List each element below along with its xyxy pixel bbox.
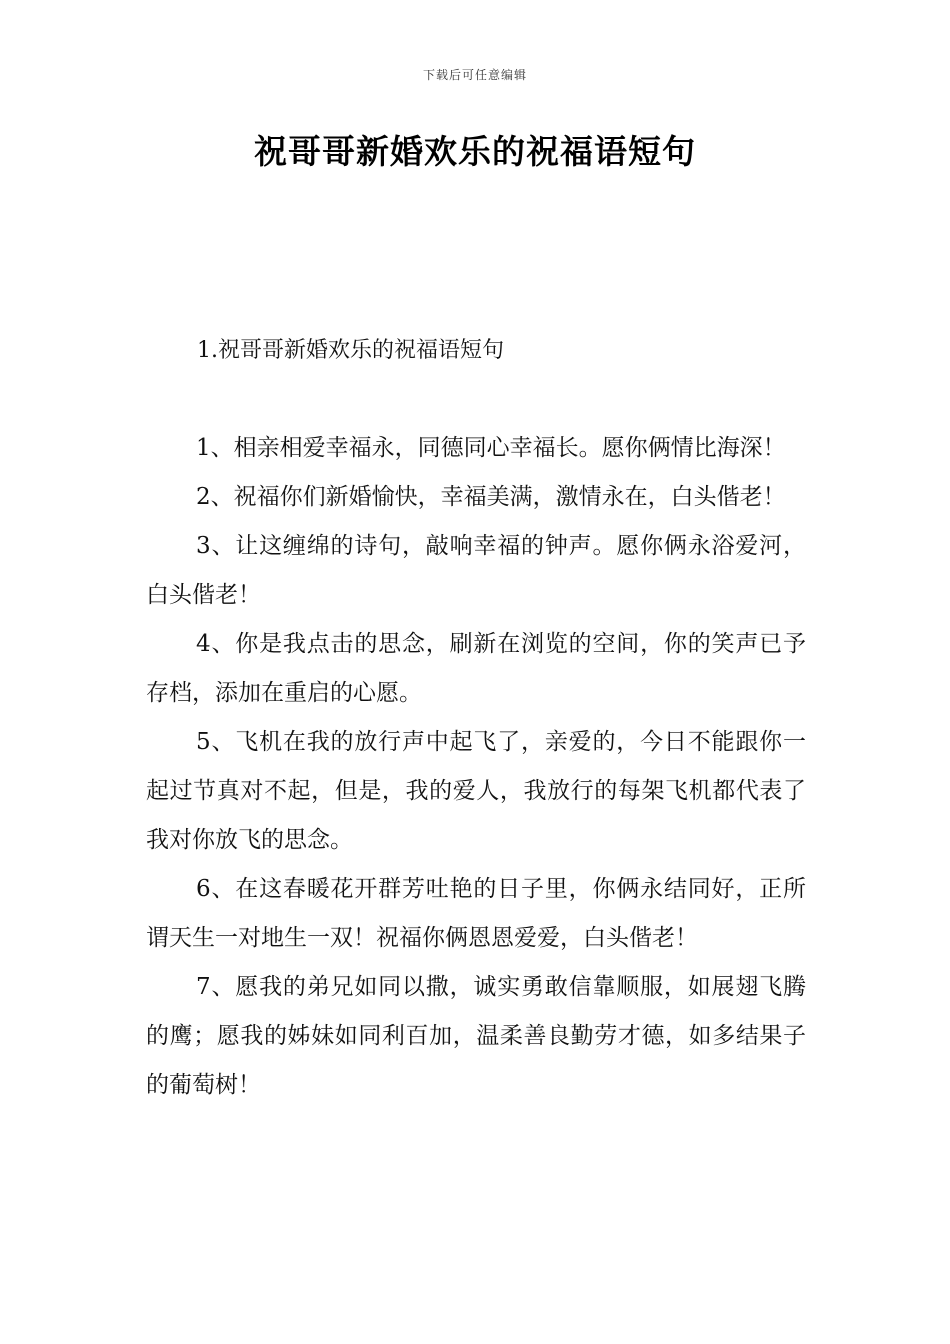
paragraph-6: 6、在这春暖花开群芳吐艳的日子里，你俩永结同好，正所谓天生一对地生一双！祝福你俩恩恩爱爱，白头偕老！ bbox=[146, 876, 806, 951]
section-heading: 1.祝哥哥新婚欢乐的祝福语短句 bbox=[197, 338, 504, 363]
paragraph-1: 1、相亲相爱幸福永，同德同心幸福长。愿你俩情比海深！ bbox=[196, 435, 786, 461]
header-note: 下载后可任意编辑 bbox=[422, 68, 527, 82]
paragraph-5: 5、飞机在我的放行声中起飞了，亲爱的，今日不能跟你一起过节真对不起，但是，我的爱人，我放行的每架飞机都代表了我对你放飞的思念。 bbox=[146, 729, 806, 853]
paragraph-2: 2、祝福你们新婚愉快，幸福美满，激情永在，白头偕老！ bbox=[196, 484, 786, 510]
document-title: 祝哥哥新婚欢乐的祝福语短句 bbox=[254, 132, 696, 171]
document-body bbox=[146, 424, 806, 1110]
paragraph-4: 4、你是我点击的思念，刷新在浏览的空间，你的笑声已予存档，添加在重启的心愿。 bbox=[146, 631, 806, 706]
paragraph-7: 7、愿我的弟兄如同以撒，诚实勇敢信靠顺服，如展翅飞腾的鹰；愿我的姊妹如同利百加，温柔善良勤劳才德，如多结果子的葡萄树！ bbox=[146, 974, 806, 1098]
paragraph-3: 3、让这缠绵的诗句，敲响幸福的钟声。愿你俩永浴爱河，白头偕老！ bbox=[146, 533, 806, 608]
